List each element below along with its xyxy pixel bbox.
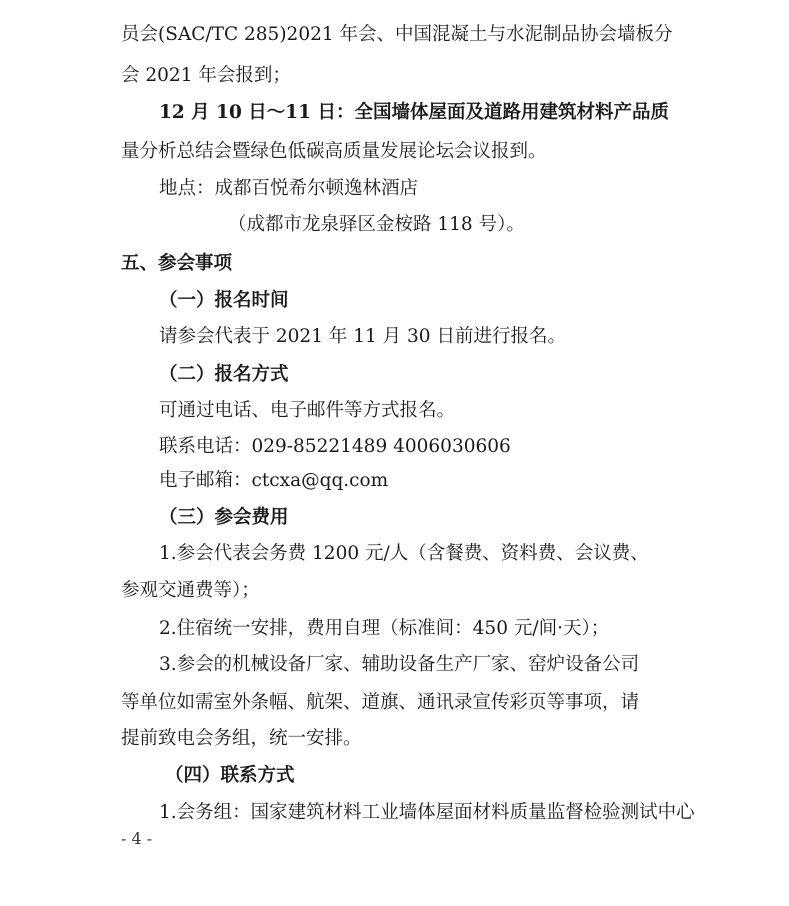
venue-address: （成都市龙泉驿区金桉路 118 号）。 <box>228 214 525 235</box>
text-line: 等单位如需室外条幅、航架、道旗、通讯录宣传彩页等事项，请 <box>121 692 640 713</box>
text-line: 请参会代表于 2021 年 11 月 30 日前进行报名。 <box>159 326 566 347</box>
page-number: - 4 - <box>121 829 153 848</box>
subsection-heading: （四）联系方式 <box>165 765 295 786</box>
text-line: 量分析总结会暨绿色低碳高质量发展论坛会议报到。 <box>121 141 547 162</box>
text-line: 1.会务组：国家建筑材料工业墙体屋面材料质量监督检验测试中心 <box>159 802 695 823</box>
schedule-date-line: 12 月 10 日～11 日：全国墙体屋面及道路用建筑材料产品质 <box>159 102 669 123</box>
contact-phone: 联系电话：029-85221489 4006030606 <box>159 436 511 457</box>
text-line: 可通过电话、电子邮件等方式报名。 <box>159 400 456 421</box>
subsection-heading: （三）参会费用 <box>159 507 289 528</box>
contact-email: 电子邮箱：ctcxa@qq.com <box>159 470 389 491</box>
section-heading: 五、参会事项 <box>121 253 233 274</box>
subsection-heading: （一）报名时间 <box>159 290 289 311</box>
text-line: 3.参会的机械设备厂家、辅助设备生产厂家、窑炉设备公司 <box>159 654 640 675</box>
text-line: 1.参会代表会务费 1200 元/人（含餐费、资料费、会议费、 <box>159 543 649 564</box>
text-line: 会 2021 年会报到； <box>121 65 291 86</box>
venue-line: 地点：成都百悦希尔顿逸林酒店 <box>159 178 419 199</box>
subsection-heading: （二）报名方式 <box>159 364 289 385</box>
text-line: 参观交通费等）； <box>121 580 260 601</box>
text-line: 员会(SAC/TC 285)2021 年会、中国混凝土与水泥制品协会墙板分 <box>121 24 673 45</box>
text-line: 提前致电会务组，统一安排。 <box>121 728 362 749</box>
text-line: 2.住宿统一安排，费用自理（标准间：450 元/间·天）； <box>159 618 610 639</box>
